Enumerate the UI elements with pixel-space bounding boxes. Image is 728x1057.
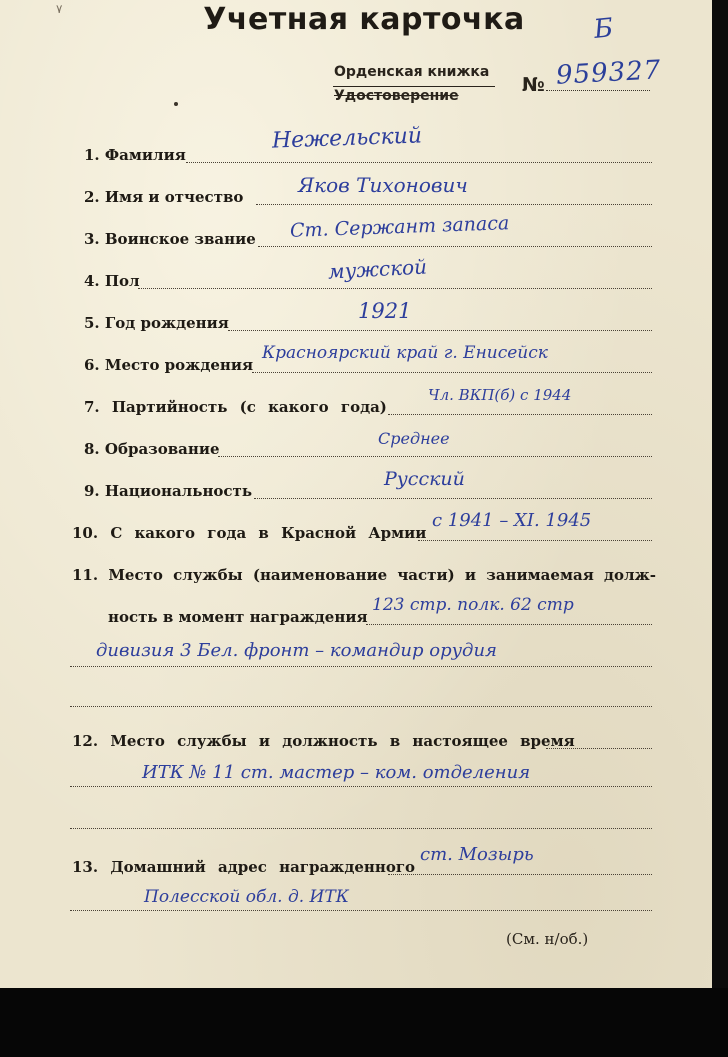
- ink-dot: [174, 102, 178, 106]
- field-birthplace-value: Красноярский край г. Енисейск: [262, 343, 548, 363]
- field-birth-year-value: 1921: [358, 299, 412, 323]
- field-nationality-value: Русский: [384, 468, 465, 490]
- field-sex-value: мужской: [327, 254, 428, 284]
- card-title: Учетная карточка: [203, 2, 525, 37]
- field-party-label: 7. Партийность (с какого года): [84, 398, 387, 416]
- field-birth-year-label: 5. Год рождения: [84, 314, 229, 332]
- doc-type-divider: [333, 86, 495, 87]
- field-rank-label: 3. Воинское звание: [84, 230, 256, 248]
- field-surname-label: 1. Фамилия: [84, 146, 186, 164]
- field-sex-label: 4. Пол: [84, 272, 140, 290]
- field-address-value-line1: ст. Мозырь: [420, 844, 534, 865]
- field-nationality-label: 9. Национальность: [84, 482, 253, 500]
- corner-handwritten-mark: Б: [592, 13, 615, 45]
- field-sex-line: [138, 288, 652, 289]
- doc-type-order-book: Орденская книжка: [334, 64, 490, 80]
- scan-border-bottom: [0, 988, 728, 1057]
- field-service-line-1: [366, 624, 652, 625]
- field-current-service-line-2: [70, 786, 652, 787]
- field-address-line-2: [70, 910, 652, 911]
- doc-type-certificate-struck: Удостоверение: [334, 88, 459, 104]
- field-address-value-line2: Полесской обл. д. ИТК: [144, 887, 349, 907]
- field-address-line-1: [388, 874, 652, 875]
- order-book-number: 959327: [555, 55, 662, 91]
- field-birthplace-line: [252, 372, 652, 373]
- field-army-since-value: с 1941 – XI. 1945: [432, 510, 592, 531]
- field-service-value-line2: дивизия 3 Бел. фронт – командир орудия: [96, 640, 497, 661]
- field-name-value: Яков Тихонович: [298, 173, 468, 197]
- scan-border-right: [712, 0, 728, 988]
- corner-tick-mark: ٧: [56, 2, 63, 16]
- field-education-value: Среднее: [378, 429, 450, 448]
- field-current-service-line-3: [70, 828, 652, 829]
- field-surname-line: [186, 162, 652, 163]
- field-service-label-line2: ность в момент награждения: [108, 608, 368, 626]
- field-party-line: [388, 414, 652, 415]
- field-nationality-line: [254, 498, 652, 499]
- field-service-line-2: [70, 666, 652, 667]
- field-rank-line: [258, 246, 652, 247]
- field-party-value: Чл. ВКП(б) с 1944: [428, 386, 572, 404]
- field-education-line: [218, 456, 652, 457]
- field-address-label: 13. Домашний адрес награжденного: [72, 858, 416, 876]
- field-education-label: 8. Образование: [84, 440, 220, 458]
- field-army-since-line: [418, 540, 652, 541]
- field-army-since-label: 10. С какого года в Красной Армии: [72, 524, 427, 542]
- field-name-label: 2. Имя и отчество: [84, 188, 244, 206]
- field-current-service-value: ИТК № 11 ст. мастер – ком. отделения: [142, 762, 531, 783]
- field-birthplace-label: 6. Место рождения: [84, 356, 254, 374]
- number-sign: №: [522, 74, 545, 96]
- field-service-value-line1: 123 стр. полк. 62 стр: [372, 595, 574, 615]
- field-service-line-3: [70, 706, 652, 707]
- field-service-label-line1: 11. Место службы (наименование части) и занимаемая долж-: [72, 566, 656, 584]
- field-current-service-line-1: [546, 748, 652, 749]
- field-current-service-label: 12. Место службы и должность в настоящее время: [72, 732, 575, 750]
- see-reverse-note: (См. н/об.): [506, 930, 589, 948]
- field-rank-value: Ст. Сержант запаса: [289, 212, 510, 242]
- field-name-line: [256, 204, 652, 205]
- field-surname-value: Нежельский: [271, 123, 423, 154]
- field-birth-year-line: [228, 330, 652, 331]
